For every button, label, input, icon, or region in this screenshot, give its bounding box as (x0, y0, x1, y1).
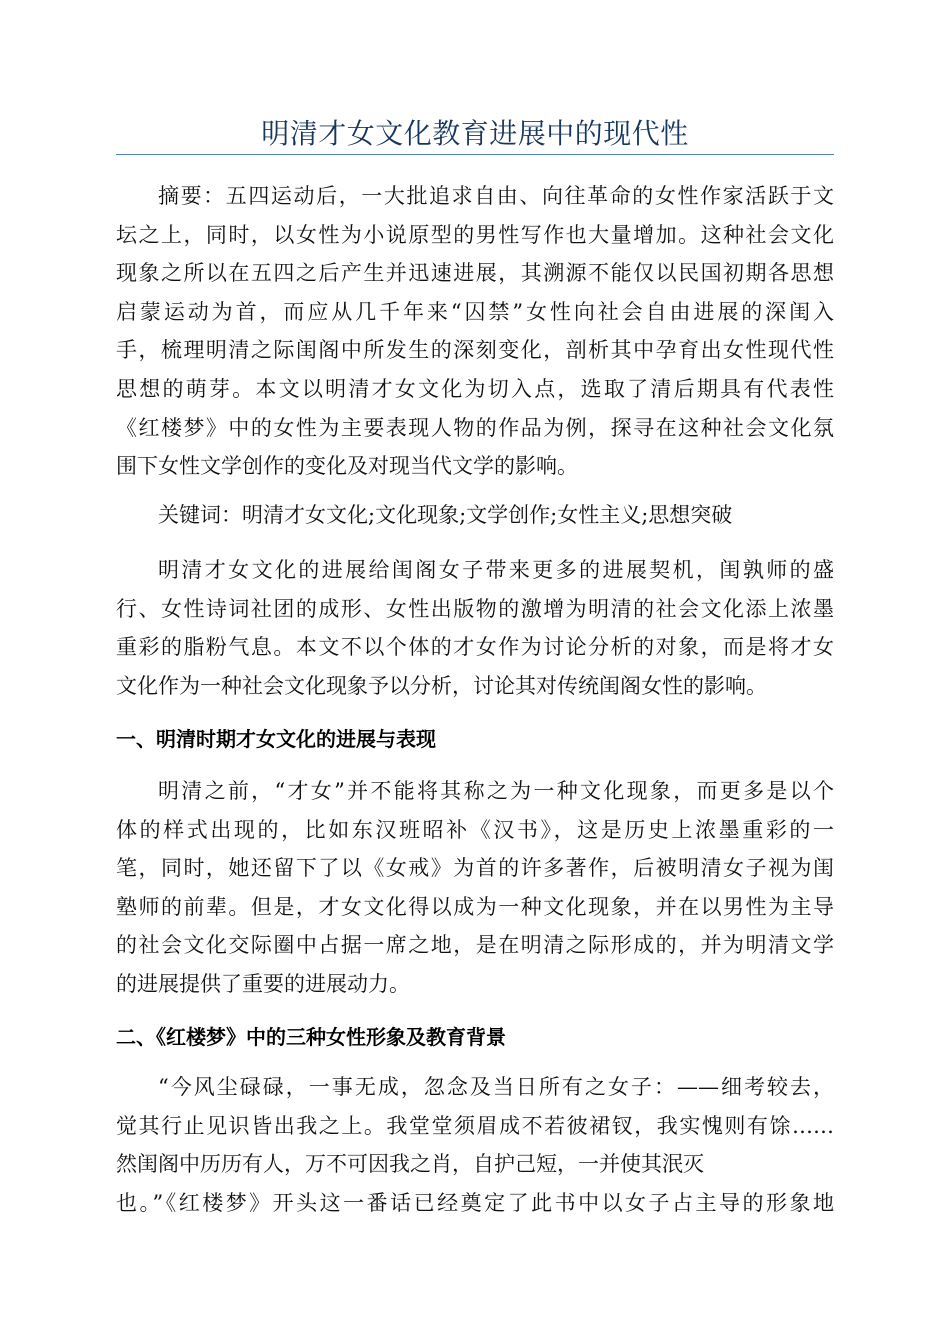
abstract-line: 《红楼梦》中的女性为主要表现人物的作品为例，探寻在这种社会文化氛 (116, 415, 834, 440)
title-underline (116, 154, 834, 155)
section-2-line: “今风尘碌碌，一事无成，忽念及当日所有之女子：——细考较去， (158, 1075, 834, 1099)
section-heading-1: 一、明清时期才女文化的进展与表现 (116, 727, 436, 751)
abstract-line: 摘要：五四运动后，一大批追求自由、向往革命的女性作家活跃于文 (158, 184, 834, 208)
keywords-line (116, 496, 834, 535)
section-1-line: 明清之前，“才女”并不能将其称之为一种文化现象，而更多是以个 (158, 779, 834, 803)
section-2-line: 然闺阁中历历有人，万不可因我之肖，自护己短，一并使其泯灭 (116, 1152, 704, 1177)
section-heading-2: 二、《红楼梦》中的三种女性形象及教育背景 (116, 1025, 506, 1049)
intro-line: 行、女性诗词社团的成形、女性出版物的激增为明清的社会文化添上浓墨 (116, 596, 834, 621)
keywords-text: 关键词：明清才女文化;文化现象;文学创作;女性主义;思想突破 (158, 503, 733, 527)
abstract-line: 坛之上，同时，以女性为小说原型的男性写作也大量增加。这种社会文化 (116, 222, 834, 247)
document-title: 明清才女文化教育进展中的现代性 (261, 117, 689, 150)
abstract-line: 手，梳理明清之际闺阁中所发生的深刻变化，剖析其中孕育出女性现代性 (116, 338, 834, 363)
section-1-line: 的进展提供了重要的进展动力。 (116, 971, 410, 996)
abstract-line: 围下女性文学创作的变化及对现当代文学的影响。 (116, 454, 578, 479)
abstract-line: 启蒙运动为首，而应从几千年来“囚禁”女性向社会自由进展的深闺入 (116, 299, 834, 324)
abstract-paragraph (116, 177, 834, 486)
section-2-paragraph (116, 1068, 834, 1222)
intro-paragraph (116, 551, 834, 705)
section-1-line: 的社会文化交际圈中占据一席之地，是在明清之际形成的，并为明清文学 (116, 933, 834, 958)
abstract-line: 思想的萌芽。本文以明清才女文化为切入点，选取了清后期具有代表性 (116, 376, 834, 401)
section-1-line: 塾师的前辈。但是，才女文化得以成为一种文化现象，并在以男性为主导 (116, 894, 834, 919)
intro-line: 重彩的脂粉气息。本文不以个体的才女作为讨论分析的对象，而是将才女 (116, 635, 834, 660)
intro-line: 文化作为一种社会文化现象予以分析，讨论其对传统闺阁女性的影响。 (116, 673, 767, 698)
abstract-line: 现象之所以在五四之后产生并迅速进展，其溯源不能仅以民国初期各思想 (116, 261, 834, 286)
section-2-line: 也。”《红楼梦》开头这一番话已经奠定了此书中以女子占主导的形象地 (116, 1190, 834, 1215)
section-1-line: 笔，同时，她还留下了以《女戒》为首的许多著作，后被明清女子视为闺 (116, 856, 834, 881)
intro-line: 明清才女文化的进展给闺阁女子带来更多的进展契机，闺孰师的盛 (158, 558, 834, 582)
section-2-line: 觉其行止见识皆出我之上。我堂堂须眉成不若彼裙钗，我实愧则有馀…… (116, 1113, 834, 1138)
section-1-line: 体的样式出现的，比如东汉班昭补《汉书》，这是历史上浓墨重彩的一 (116, 817, 834, 842)
section-1-paragraph (116, 772, 834, 1004)
